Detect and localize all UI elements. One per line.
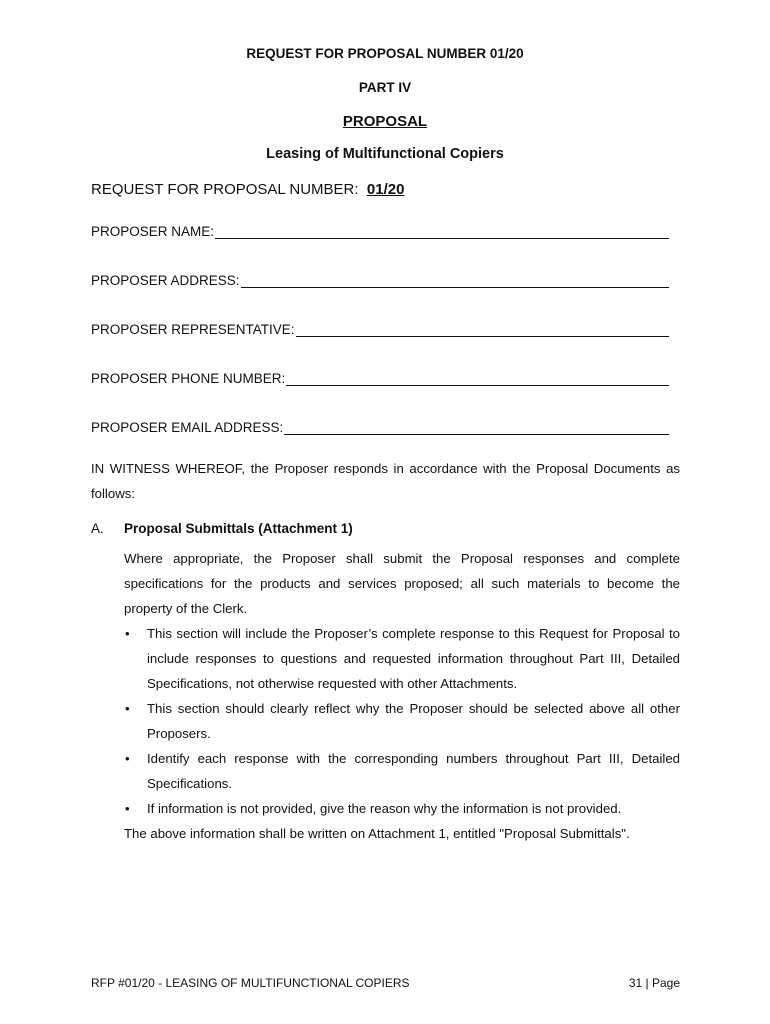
bullet-icon: • <box>125 751 130 766</box>
list-item <box>124 696 680 746</box>
section-intro: Where appropriate, the Proposer shall submit the Proposal responses and complete specifications for the products and services proposed; all such materials to become the property of the Clerk. <box>124 551 680 616</box>
proposer-representative-label: PROPOSER REPRESENTATIVE: <box>91 322 295 337</box>
proposer-name-line[interactable] <box>215 224 669 239</box>
proposer-email-field[interactable] <box>91 420 669 435</box>
proposer-representative-field[interactable] <box>91 322 669 337</box>
rfp-number-line <box>91 181 404 198</box>
list-item-text: This section should clearly reflect why the Proposer should be selected above all other Proposers. <box>147 701 680 741</box>
rfp-number-label: REQUEST FOR PROPOSAL NUMBER: <box>91 181 359 198</box>
list-item <box>124 746 680 796</box>
proposer-email-line[interactable] <box>284 420 669 435</box>
proposer-email-label: PROPOSER EMAIL ADDRESS: <box>91 420 284 435</box>
proposer-phone-line[interactable] <box>286 371 669 386</box>
list-item-text: This section will include the Proposer’s complete response to this Request for Proposal to include responses to questions and requested information throughout Part III, Detailed Specifications, not otherwise requested with other Attachments. <box>147 626 680 691</box>
part-heading: PART IV <box>358 80 412 95</box>
bullet-icon: • <box>125 701 130 716</box>
proposer-representative-line[interactable] <box>296 322 669 337</box>
proposer-address-label: PROPOSER ADDRESS: <box>91 273 240 288</box>
list-item-text: If information is not provided, give the reason why the information is not provided. <box>147 801 622 816</box>
bullet-icon: • <box>125 626 130 641</box>
requirements-list <box>124 621 680 821</box>
list-item-text: Identify each response with the corresponding numbers throughout Part III, Detailed Specifications. <box>147 751 680 791</box>
proposer-name-field[interactable] <box>91 224 669 239</box>
witness-paragraph: IN WITNESS WHEREOF, the Proposer responds in accordance with the Proposal Documents as follows: <box>91 461 680 501</box>
proposer-phone-field[interactable] <box>91 371 669 386</box>
proposer-name-label: PROPOSER NAME: <box>91 224 215 239</box>
footer-title: RFP #01/20 - LEASING OF MULTIFUNCTIONAL COPIERS <box>91 976 410 990</box>
proposer-phone-label: PROPOSER PHONE NUMBER: <box>91 371 286 386</box>
list-item <box>124 621 680 696</box>
bullet-icon: • <box>125 801 130 816</box>
section-letter: A. <box>91 521 104 536</box>
document-title: Leasing of Multifunctional Copiers <box>266 146 504 162</box>
closing-paragraph: The above information shall be written on Attachment 1, entitled "Proposal Submittals". <box>124 826 630 841</box>
proposal-heading: PROPOSAL <box>342 113 428 130</box>
list-item <box>124 796 680 821</box>
proposer-address-field[interactable] <box>91 273 669 288</box>
page-number: 31 | Page <box>628 976 680 990</box>
rfp-heading: REQUEST FOR PROPOSAL NUMBER 01/20 <box>246 46 524 61</box>
rfp-number-value: 01/20 <box>366 181 405 198</box>
section-title: Proposal Submittals (Attachment 1) <box>124 521 353 536</box>
proposer-address-line[interactable] <box>241 273 669 288</box>
